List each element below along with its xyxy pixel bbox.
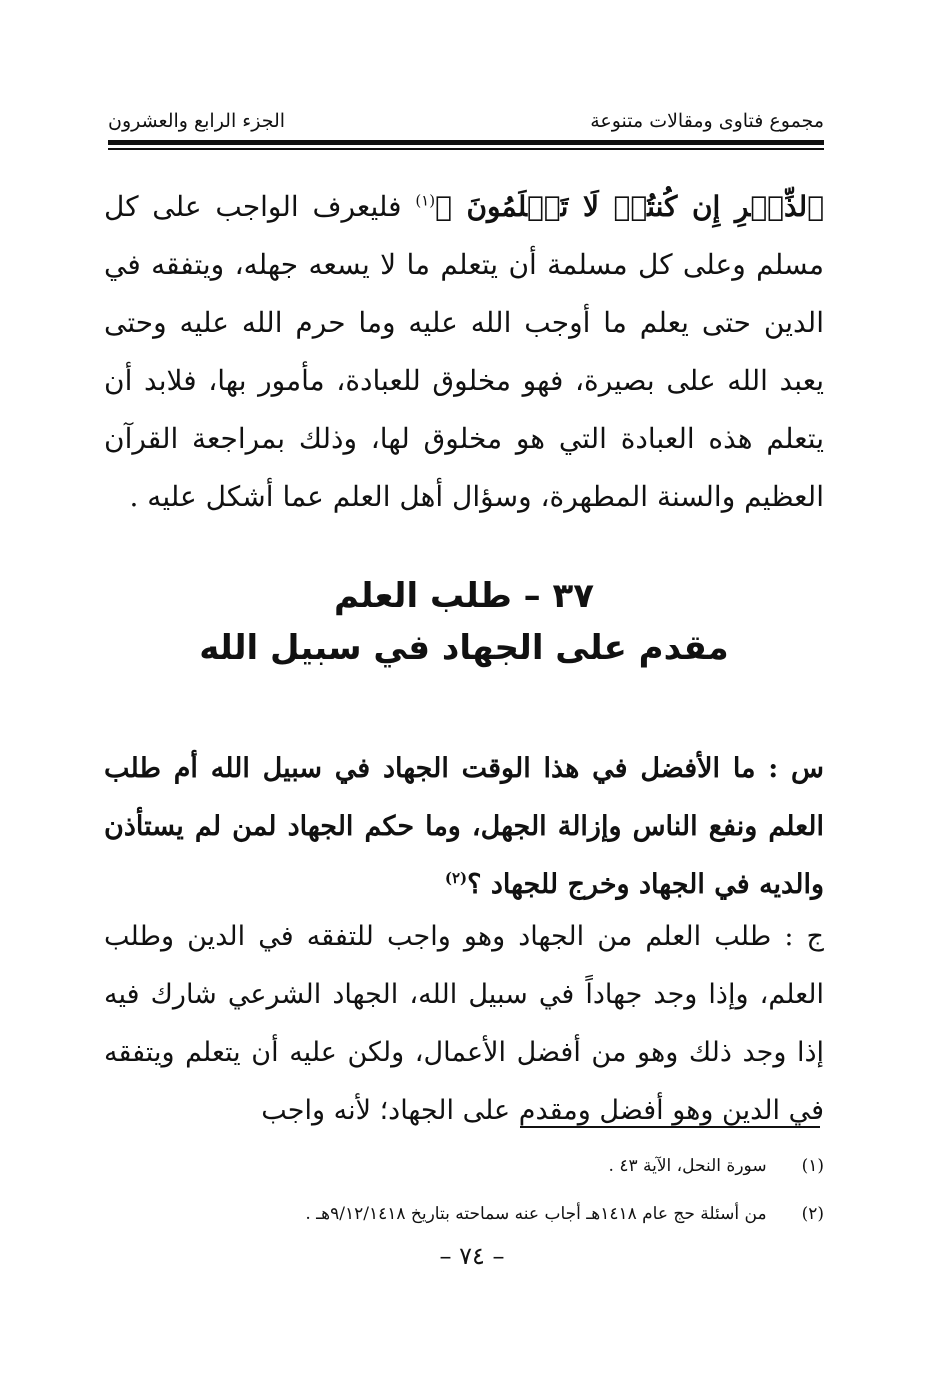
question-paragraph — [104, 740, 824, 914]
header-rule-thin — [108, 148, 824, 150]
question-text: س : ما الأفضل في هذا الوقت الجهاد في سبيل الله أم طلب العلم ونفع الناس وإزالة الجهل، وما حكم الجهاد لمن لم يستأذن والديه في الجهاد وخرج للجهاد ؟ — [104, 753, 824, 900]
footnote-1 — [104, 1156, 824, 1176]
section-title: ٣٧ – طلب العلم — [333, 576, 595, 616]
answer-paragraph: ج : طلب العلم من الجهاد وهو واجب للتفقه في الدين وطلب العلم، وإذا وجد جهاداً في سبيل الله، الجهاد الشرعي شارك فيه إذا وجد ذلك وهو من أفضل الأعمال، ولكن عليه أن يتعلم ويتفقه في الدين وهو أفضل ومقدم على الجهاد؛ لأنه واجب — [104, 921, 824, 1126]
footnote-ref-1: (١) — [415, 191, 436, 210]
running-header — [108, 106, 824, 136]
footnote-text: من أسئلة حج عام ١٤١٨هـ أجاب عنه سماحته بتاريخ ٩/١٢/١٤١٨هـ . — [305, 1204, 767, 1224]
footnote-number: (٢) — [801, 1204, 824, 1224]
footnote-separator — [520, 1126, 820, 1128]
quran-verse: ٱلذِّكۡرِ إِن كُنتُمۡ لَا تَعۡلَمُونَ ﴾ — [435, 190, 825, 223]
book-title: مجموع فتاوى ومقالات متنوعة — [590, 110, 824, 132]
section-subtitle: مقدم على الجهاد في سبيل الله — [199, 628, 729, 668]
footnote-2 — [104, 1204, 824, 1224]
footnote-number: (١) — [801, 1156, 824, 1176]
footnote-ref-2: (٢) — [444, 869, 468, 887]
page-number: – ٧٤ – — [439, 1242, 505, 1270]
intro-paragraph — [104, 178, 824, 526]
volume-label: الجزء الرابع والعشرون — [108, 110, 286, 132]
intro-text: فليعرف الواجب على كل مسلم وعلى كل مسلمة أن يتعلم ما لا يسعه جهله، ويتفقه في الدين حتى يعلم ما أوجب الله عليه وما حرم الله عليه وحتى يعبد الله على بصيرة، فهو مخلوق للعبادة، مأمور بها، فلابد أن يتعلم هذه العبادة التي هو مخلوق لها، وذلك بمراجعة القرآن العظيم والسنة المطهرة، وسؤال أهل العلم عما أشكل عليه . — [104, 190, 824, 513]
header-rule-thick — [108, 140, 824, 145]
footnote-text: سورة النحل، الآية ٤٣ . — [608, 1156, 767, 1176]
